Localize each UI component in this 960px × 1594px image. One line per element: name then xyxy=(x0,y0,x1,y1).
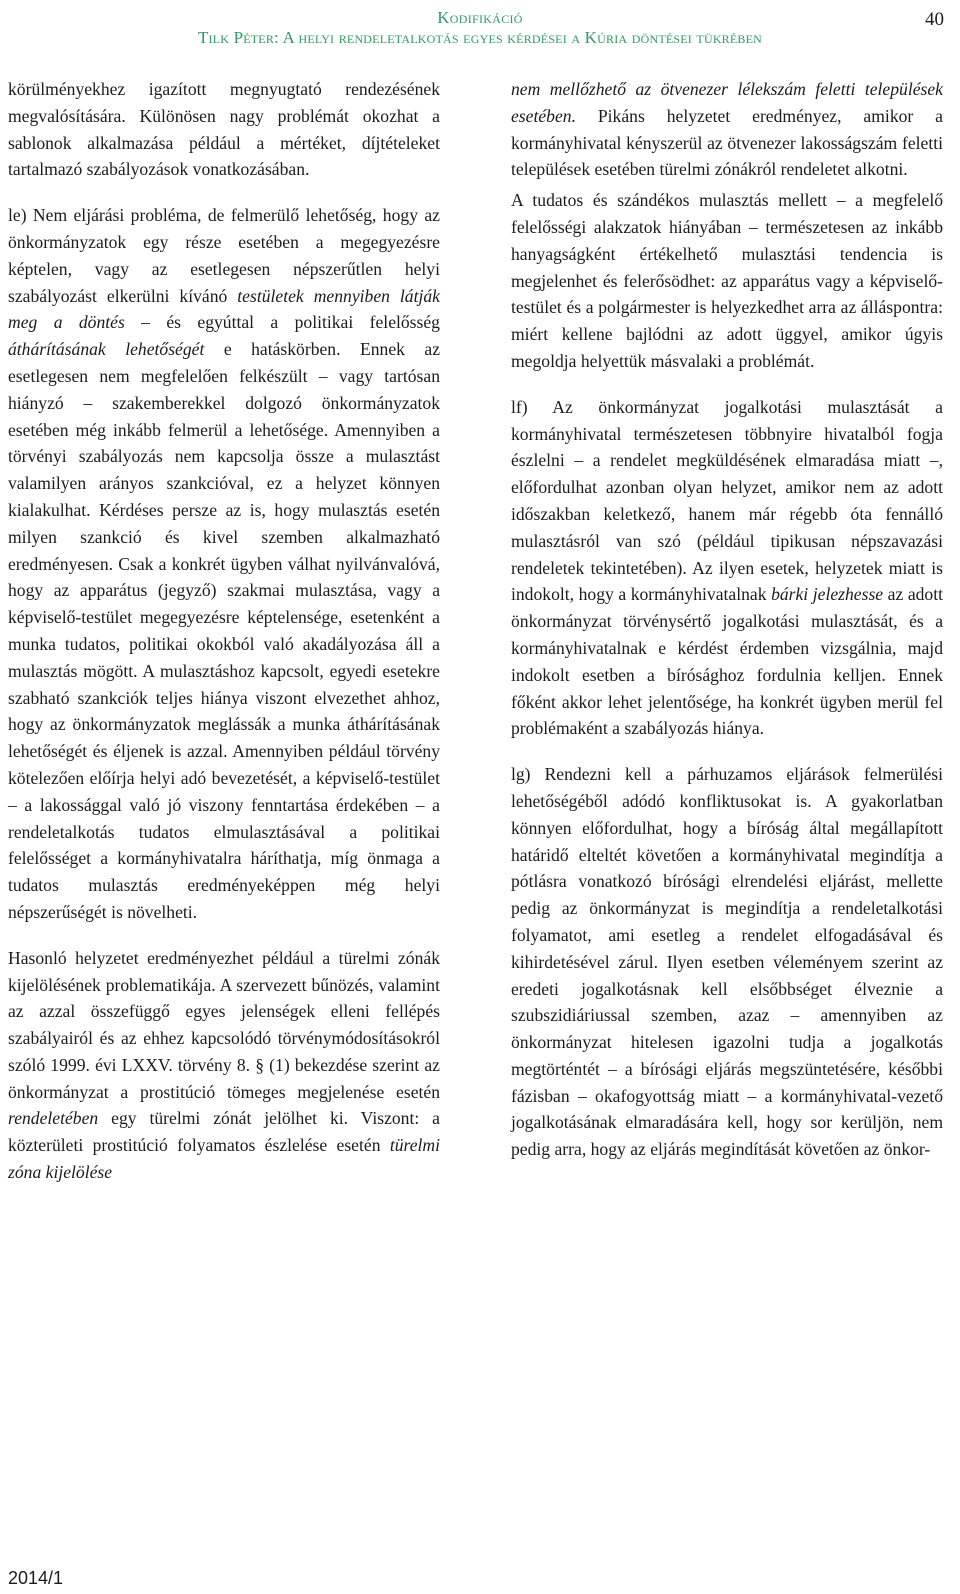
text-run: az adott önkormányzat törvénysértő jogalkotási mulasztását, és a kormányhivatalnak e kérdést érdemben vizsgálnia, majd indokolt esetben a bírósághoz fordulnia kelljen. Ennek főként akkor lehet jelentősége, ha konkrét ügyben merül fel problémaként a szabályozás hiánya. xyxy=(511,584,944,739)
text-run: Hasonló helyzetet eredményezhet például a türelmi zónák kijelölésének problematikája. A szervezett bűnözés, valamint az azzal összefüggő egyes jelenségek elleni fellépés szabályairól és az ehhez kapcsolódó törvénymódosításokról szóló 1999. évi LXXV. törvény 8. § (1) bekezdése szerint az önkormányzat a prostitúció tömeges megjelenése esetén xyxy=(8,947,440,1102)
paragraph-negligence: A tudatos és szándékos mulasztás mellett – a megfelelő felelősségi alakzatok hiányában – természetesen az inkább hanyagságként értékelhető mulasztási tendencia is megjelenhet és felerősödhet: az apparátus vagy a képviselő-testület és a polgármester is helyezkedhet arra az álláspontra: miért kellene bajlódni az adott üggyel, amikor úgyis megoldja helyettük másvalaki a problémát. xyxy=(511,190,943,371)
emphasis-run: áthárításának lehetőségét xyxy=(8,339,205,360)
text-run: e hatáskörben. Ennek az esetlegesen nem megfelelően felkészült – vagy tartósan hiányzó – szakemberekkel dolgozó önkormányzatok esetében még inkább felmerül a lehetősége. Amennyiben a törvényi szabályozás nem kapcsolja össze a mulasztást valamilyen arányos szankcióval, ez a helyzet könnyen kialakulhat. Kérdéses persze az is, hogy mulasztás esetén milyen szankció és kivel szemben alkalmazható eredményesen. Csak a konkrét ügyben válhat nyilvánvalóvá, hogy az apparátus (jegyző) szakmai mulasztása, vagy a képviselő-testület megegyezésre képtelensége, esetenként a munka tudatos, politikai okokból való akadályozása áll a mulasztás mögött. A mulasztáshoz kapcsolt, egyedi esetekre szabható szankciók teljes hiánya viszont elvezethet ahhoz, hogy az önkormányzatok meglássák a munka áthárításának lehetőségét és éljenek is azzal. Amennyiben például törvény kötelezően előírja helyi adó bevezetését, a képviselő-testület – a lakossággal való jó viszony fenntartása érdekében – a rendeletalkotás tudatos elmulasztásával a politikai felelősséget a kormányhivatalra háríthatja, míg önmaga a tudatos mulasztás eredményeképpen még helyi népszerűségét is növelheti. xyxy=(8,339,441,922)
left-column xyxy=(8,76,440,1186)
text-run: – és egyúttal a politikai felelősség xyxy=(124,312,440,333)
emphasis-run: bárki jelezhesse xyxy=(771,584,884,605)
emphasis-run: testületek mennyiben látják meg a döntés xyxy=(8,285,440,333)
text-run: egy türelmi zónát jelölhet ki. Viszont: a közterületi prostitúció folyamatos észlelése esetén xyxy=(8,1108,440,1156)
paragraph-lk-ending: körülményekhez igazított megnyugtató rendezésének megvalósítására. Különösen nagy problémát okozhat a sablonok alkalmazása például a mértéket, díjtételeket tartalmazó szabályozások vonatkozásában. xyxy=(8,79,440,180)
paragraph-le xyxy=(8,202,440,926)
paragraph-tolerance-zone xyxy=(8,945,440,1186)
page-header xyxy=(0,0,960,60)
page-number: 40 xyxy=(925,9,944,30)
text-run: lf) Az önkormányzat jogalkotási mulasztását a kormányhivatal természetesen többnyire hivatalból fogja észlelni – a rendelet megküldésének elmaradása miatt –, előfordulhat azonban olyan helyzet, amikor nem az adott időszakban keletkező, hanem már régebb óta fennálló mulasztásról van szó (például tipikusan népszavazási rendeletek tekintetében). Az ilyen esetek, helyzetek miatt is indokolt, hogy a kormányhivatalnak xyxy=(511,396,943,605)
text-run: le) Nem eljárási probléma, de felmerülő lehetőség, hogy az önkormányzatok egy része esetében a megegyezésre képtelen, vagy az esetlegesen népszerűtlen helyi szabályozást elkerülni kívánó xyxy=(8,205,440,306)
journal-title: Kodifikáció xyxy=(437,8,523,27)
issue-footer: 2014/1 xyxy=(8,1568,64,1588)
text-run: Pikáns helyzetet eredményez, amikor a kormányhivatal kényszerül az ötvenezer lakosságszám feletti települések esetében türelmi zónákról rendeletet alkotni. xyxy=(511,105,943,180)
emphasis-run: rendeletében xyxy=(8,1108,99,1129)
article-running-title: Tilk Péter: A helyi rendeletalkotás egyes kérdései a Kúria döntései tükrében xyxy=(197,28,763,47)
paragraph-lg: lg) Rendezni kell a párhuzamos eljárások felmerülési lehetőségéből adódó konfliktusokat is. A gyakorlatban könnyen előfordulhat, hogy a bíróság által megállapított határidő elteltét követően a kormányhivatal megindítja a pótlásra vonatkozó bírósági elrendelési eljárást, mellette pedig az önkormányzat is megindítja a rendeletalkotási folyamatot, ami esetleg a rendelet elfogadásával és kihirdetésével zárul. Ilyen esetben véleményem szerint az eredeti jogalkotásnak kell elsőbbséget élveznie a szubszidiáriussal szemben, azaz – amennyiben az önkormányzat hitelesen igazolni tudja a jogalkotás megtörténtét – a bírósági eljárás megszüntetésére, későbbi fázisban – okafogyottság miatt – a kormányhivatal-vezető jogalkotásának elmaradására kell, hogy sor kerüljön, nem pedig arra, hogy az eljárás megindítását követően az önkor- xyxy=(511,764,943,1160)
emphasis-run: türelmi zóna kijelölése xyxy=(8,1135,440,1183)
paragraph-continued xyxy=(511,76,943,183)
right-column xyxy=(511,76,943,1163)
emphasis-run: nem mellőzhető az ötvenezer lélekszám feletti települések esetében. xyxy=(511,79,943,126)
paragraph-lf xyxy=(511,394,943,742)
